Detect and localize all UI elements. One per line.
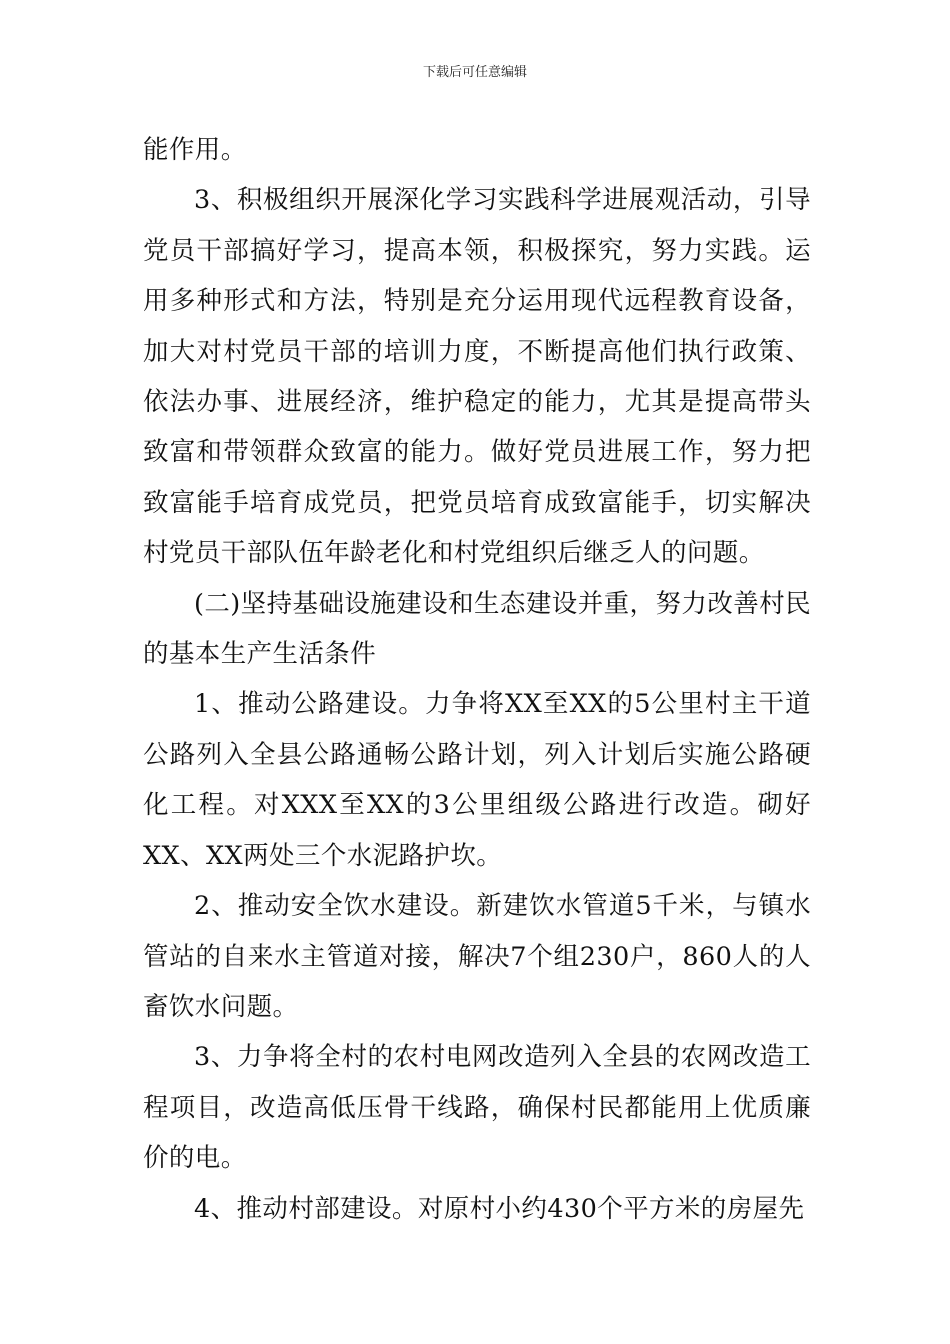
paragraph-drinking-water: 2、推动安全饮水建设。新建饮水管道5千米，与镇水管站的自来水主管道对接，解决7个组230户，860人的人畜饮水问题。 [143, 891, 811, 1022]
paragraph-2: 3、积极组织开展深化学习实践科学进展观活动，引导党员干部搞好学习，提高本领，积极探究，努力实践。运用多种形式和方法，特别是充分运用现代远程教育设备，加大对村党员干部的培训力度，不断提高他们执行政策、依法办事、进展经济，维护稳定的能力，尤其是提高带头致富和带领群众致富的能力。做好党员进展工作，努力把致富能手培育成党员，把党员培育成致富能手，切实解决村党员干部队伍年龄老化和村党组织后继乏人的问题。 [143, 185, 811, 569]
paragraph-1: 能作用。 [143, 135, 247, 165]
page-header-note: 下载后可任意编辑 [422, 65, 527, 80]
section-heading-2: (二)坚持基础设施建设和生态建设并重，努力改善村民的基本生产生活条件 [143, 588, 811, 670]
document-body [143, 125, 811, 1234]
paragraph-village-office: 4、推动村部建设。对原村小约430个平方米的房屋先 [194, 1193, 805, 1224]
paragraph-road-construction: 1、推动公路建设。力争将XX至XX的5公里村主干道公路列入全县公路通畅公路计划，列入计划后实施公路硬化工程。对XXX至XX的3公里组级公路进行改造。砌好XX、XX两处三个水泥路护坎。 [143, 689, 811, 871]
paragraph-power-grid: 3、力争将全村的农村电网改造列入全县的农网改造工程项目，改造高低压骨干线路，确保村民都能用上优质廉价的电。 [143, 1042, 811, 1174]
